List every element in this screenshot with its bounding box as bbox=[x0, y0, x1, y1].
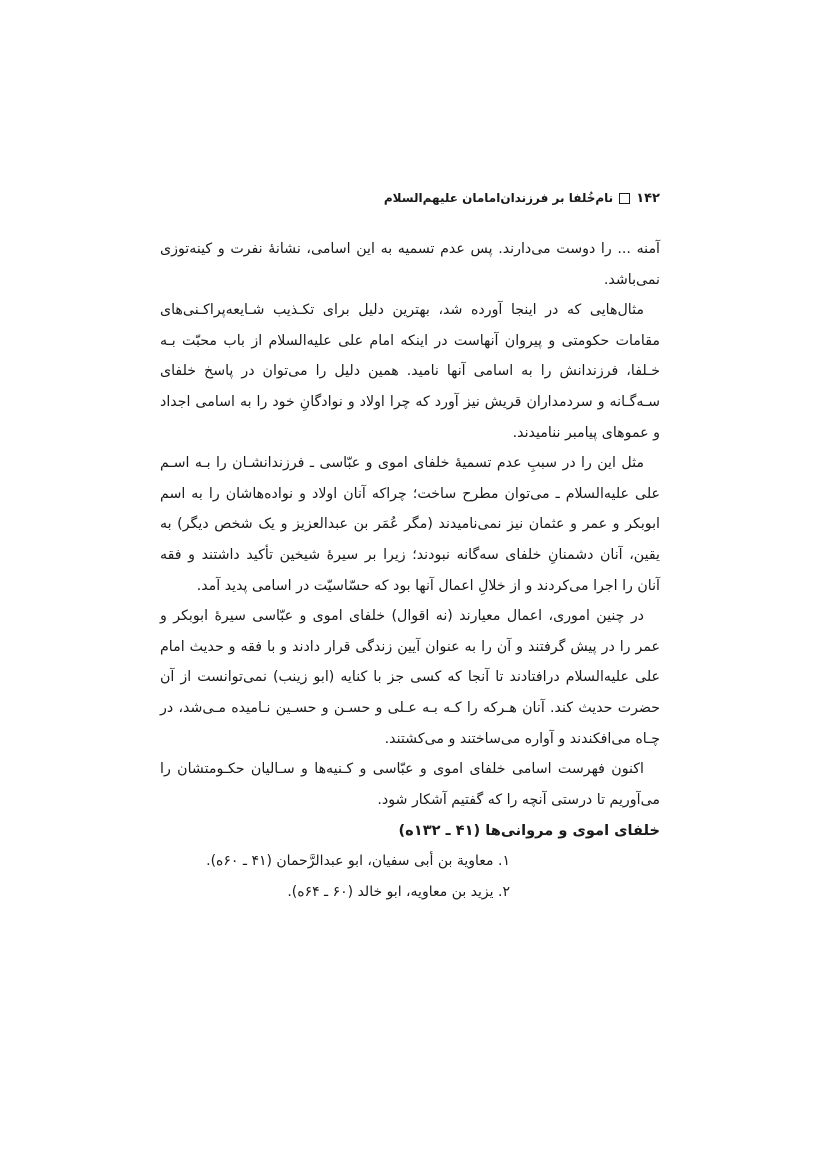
square-bullet-icon bbox=[619, 193, 630, 204]
section-heading: خلفای اموی و مروانی‌ها (۴۱ ـ ۱۳۲ه) bbox=[398, 822, 660, 840]
body-text bbox=[160, 234, 660, 907]
running-header bbox=[160, 186, 660, 210]
paragraph: در چنین اموری، اعمال معیارند (نه اقوال) خلفای اموی و عبّاسی سیرهٔ ابوبکر و عمر را در پیش گرفتند و آن را به عنوان آیین زندگی قرار دادند و با فقه و حدیث امام علی علیه‌السلام درافتادند تا آنجا که کسی جز با کنایه (ابو زینب) نمی‌توانست از آن حضرت حدیث کند. آنان هـرکه را کـه بـه عـلی و حسـن و حسـین نـامیده مـی‌شد، در چـاه می‌افکندند و آواره می‌ساختند و می‌کشتند. bbox=[160, 608, 660, 747]
caliphs-list bbox=[160, 846, 660, 907]
page-number: ۱۴۲ bbox=[636, 190, 660, 206]
document-page bbox=[160, 186, 660, 907]
list-item: ۱. معاویة بن أبی سفیان، ابو عبدالرَّحمان (۴۱ ـ ۶۰ه). bbox=[206, 853, 510, 870]
paragraph: اکنون فهرست اسامی خلفای اموی و عبّاسی و کـنیه‌ها و سـالیان حکـومتشان را می‌آوریم تا درستی آنچه را که گفتیم آشکار شود. bbox=[160, 761, 660, 808]
paragraph: مثل این را در سببِ عدم تسمیهٔ خلفای اموی و عبّاسی ـ فرزندانشـان را بـه اسـم علی علیه‌السلام ـ می‌توان مطرح ساخت؛ چراکه آنان اولاد و نواده‌هاشان را به اسم ابوبکر و عمر و عثمان نیز نمی‌نامیدند (مگر عُمَر بن عبدالعزیز و یک شخص دیگر) به یقین، آنان دشمنانِ خلفای سه‌گانه نبودند؛ زیرا بر سیرهٔ شیخین تأکید داشتند و فقه آنان را اجرا می‌کردند و از خلالِ اعمال آنها بود که حسّاسیّت در اسامی پدید آمد. bbox=[160, 455, 660, 594]
paragraph: آمنه ... را دوست می‌دارند. پس عدم تسمیه به این اسامی، نشانهٔ نفرت و کینه‌توزی نمی‌باشد. bbox=[160, 241, 660, 288]
book-title: نام‌خُلفا بر فرزندان‌امامان عليهم‌السلام bbox=[383, 191, 614, 205]
list-item: ۲. یزید بن معاویه، ابو خالد (۶۰ ـ ۶۴ه). bbox=[287, 883, 510, 900]
paragraph: مثال‌هایی که در اینجا آورده شد، بهترین دلیل برای تکـذیب شـایعه‌پراکـنی‌های مقامات حکومتی و پیروان آنهاست در اینکه امام علی علیه‌السلام از باب محبّت بـه خـلفا، فرزندانش را به اسامی آنها نامید. همین دلیل را می‌توان در پاسخ خلفای سـه‌گـانه و سردمداران قریش نیز آورد که چرا اولاد و نوادگانِ خود را به اسامی اجداد و عموهای پیامبر ننامیدند. bbox=[160, 302, 660, 441]
